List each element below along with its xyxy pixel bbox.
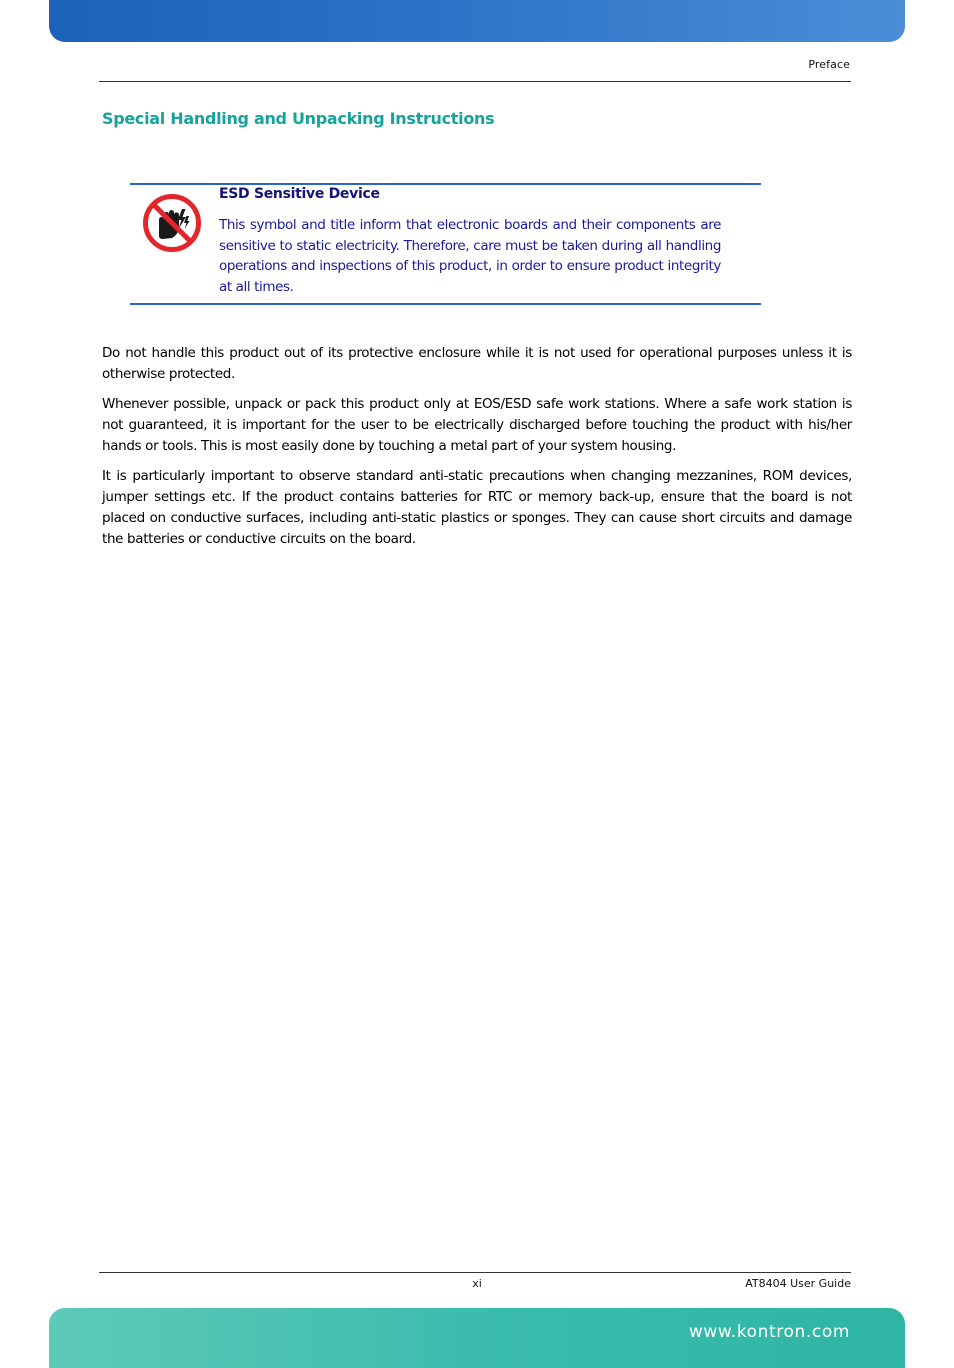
notice-bottom-rule (130, 303, 761, 305)
header-divider (99, 81, 851, 82)
document-title: AT8404 User Guide (745, 1277, 851, 1290)
section-title: Special Handling and Unpacking Instructions (102, 109, 495, 128)
footer-divider (99, 1272, 851, 1273)
notice-top-rule (130, 183, 761, 185)
paragraph: Do not handle this product out of its protective enclosure while it is not used for operational purposes unless it is otherwise protected. (102, 345, 852, 382)
top-banner (49, 0, 905, 42)
esd-sensitive-device-icon (142, 193, 202, 253)
paragraph: It is particularly important to observe standard anti-static precautions when changing mezzanines, ROM devices, jumper settings etc. If the product contains batteries for RTC or memory back-up, ensure that the board is not placed on conductive surfaces, including anti-static plastics or sponges. They can cause short circuits and damage the batteries or conductive circuits on the board. (102, 468, 852, 547)
page-number: xi (472, 1277, 482, 1290)
body-text (102, 343, 852, 559)
paragraph: Whenever possible, unpack or pack this product only at EOS/ESD safe work stations. Where a safe work station is not guaranteed, it is important for the user to be electrically discharged before touching the product with his/her hands or tools. This is most easily done by touching a metal part of your system housing. (102, 396, 852, 454)
notice-body: This symbol and title inform that electronic boards and their components are sensitive to static electricity. Therefore, care must be taken during all handling operations and inspections of this product, in order to ensure product integrity at all times. (219, 217, 721, 295)
website-link[interactable]: www.kontron.com (688, 1322, 850, 1342)
running-header: Preface (808, 58, 850, 71)
notice-title: ESD Sensitive Device (219, 186, 380, 202)
